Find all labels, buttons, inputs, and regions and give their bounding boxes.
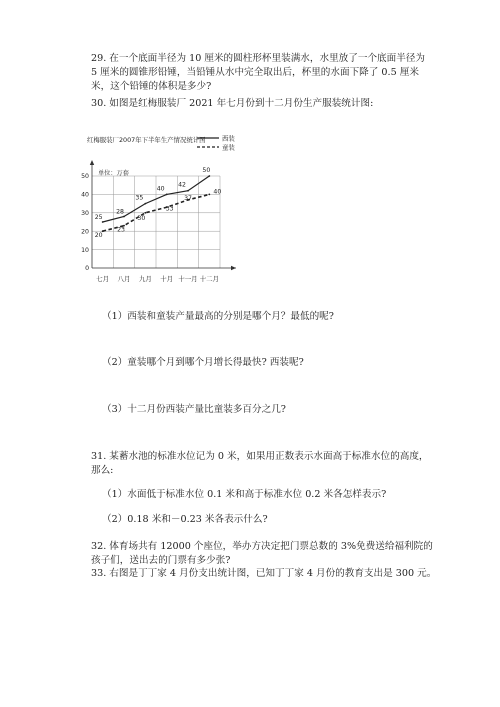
legend-label: 西装: [222, 134, 235, 143]
y-tick-label: 0: [85, 265, 89, 273]
q30-sub1: （1）西装和童装产量最高的分别是哪个月？最低的呢?: [102, 311, 334, 322]
chart-series: [95, 167, 222, 239]
data-point: [144, 212, 146, 214]
x-tick-label: 十二月: [199, 275, 219, 283]
chart-title: 红梅服装厂2007年下半年生产情况统计图: [87, 136, 206, 144]
x-tick-label: 十月: [160, 275, 174, 283]
x-tick-label: 十一月: [178, 275, 198, 283]
y-tick-label: 20: [81, 228, 89, 236]
q29-line-3: 米，这个铅锤的体积是多少?: [91, 81, 212, 92]
x-tick-label: 八月: [117, 275, 131, 283]
y-axis-arrow: [90, 160, 94, 165]
chart-x-tick-labels: [96, 274, 219, 283]
q31-line-2: 那么:: [91, 465, 114, 476]
data-point: [102, 221, 104, 223]
y-tick-label: 10: [81, 246, 89, 254]
y-tick-label: 40: [81, 191, 89, 199]
q32-line-1: 32. 体育场共有 12000 个座位，举办方决定把门票总数的 3%免费送给福利院的: [91, 541, 433, 552]
chart-y-tick-labels: [81, 173, 89, 272]
data-label: 33: [165, 205, 174, 213]
data-label: 37: [184, 194, 192, 202]
q33-line-1: 33. 右图是丁丁家 4 月份支出统计图，已知丁丁家 4 月份的教育支出是 300 元。: [91, 568, 437, 579]
q31-sub1: （1）水面低于标准水位 0.1 米和高于标准水位 0.2 米各怎样表示?: [102, 489, 387, 500]
legend-label: 童装: [222, 143, 235, 152]
q30-sub3: （3）十二月份西装产量比童装多百分之几?: [102, 404, 286, 415]
data-label: 42: [178, 181, 186, 189]
data-label: 20: [94, 232, 103, 240]
q31-line-1: 31. 某蓄水池的标准水位记为 0 米，如果用正数表示水面高于标准水位的高度，: [91, 451, 429, 462]
x-tick-label: 九月: [138, 275, 152, 283]
data-label: 28: [116, 208, 124, 216]
data-point: [187, 190, 189, 192]
q30-intro: 30. 如图是红梅服装厂 2021 年七月份到十二月份生产服装统计图:: [91, 98, 374, 109]
data-label: 35: [135, 194, 144, 202]
q29-line-1: 29. 在一个底面半径为 10 厘米的圆柱形杯里装满水，水里放了一个底面半径为: [91, 53, 426, 64]
data-label: 30: [137, 214, 146, 222]
data-label: 23: [117, 226, 125, 234]
x-tick-label: 七月: [96, 275, 110, 283]
data-label: 40: [213, 188, 222, 196]
data-point: [208, 194, 210, 196]
data-point: [144, 203, 146, 205]
x-axis-arrow: [231, 266, 236, 270]
chart-unit-label: 单位：万套: [98, 170, 129, 177]
production-line-chart: [80, 128, 260, 298]
q32-line-2: 孩子们，送出去的门票有多少张?: [91, 555, 231, 566]
data-point: [166, 194, 168, 196]
data-point: [208, 175, 210, 177]
q31-sub2: （2）0.18 米和－0.23 米各表示什么?: [102, 514, 268, 525]
data-point: [123, 216, 125, 218]
data-label: 50: [202, 167, 211, 174]
q30-sub2: （2）童装哪个月到哪个月增长得最快? 西装呢?: [102, 357, 304, 368]
data-label: 25: [94, 214, 103, 221]
y-tick-label: 50: [81, 173, 89, 181]
data-label: 40: [156, 185, 165, 193]
y-tick-label: 30: [81, 210, 89, 217]
q29-line-2: 5 厘米的圆锥形铅锤，当铅锤从水中完全取出后，杯里的水面下降了 0.5 厘米: [91, 67, 419, 78]
